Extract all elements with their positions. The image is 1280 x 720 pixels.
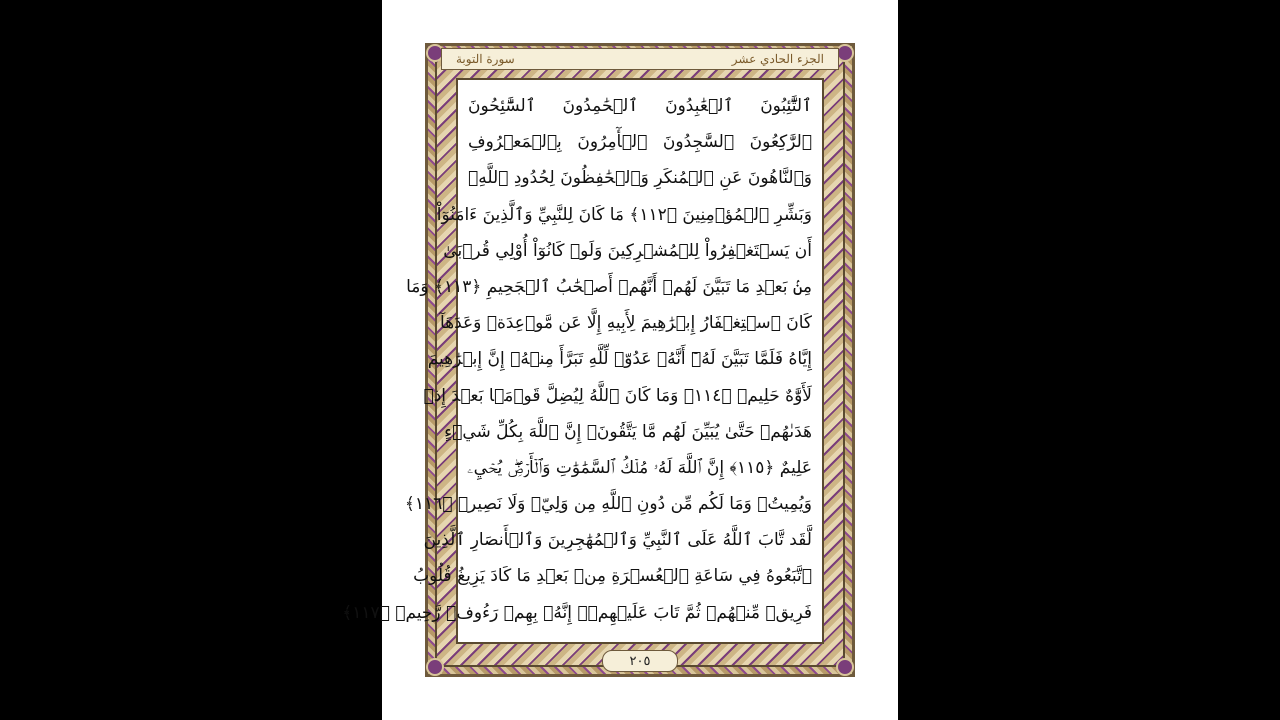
verse-line: وَٱلنَّاهُونَ عَنِ ٱلۡمُنكَرِ وَٱلۡحَٰفِظُونَ لِحُدُودِ ٱللَّهِۗ <box>468 168 812 189</box>
verse-line: وَيُمِيتُۚ وَمَا لَكُم مِّن دُونِ ٱللَّهِ مِن وَلِيّٖ وَلَا نَصِيرٖ ﴿١١٦﴾ <box>404 494 812 515</box>
verse-line: ٱتَّبَعُوهُ فِي سَاعَةِ ٱلۡعُسۡرَةِ مِنۢ بَعۡدِ مَا كَادَ يَزِيغُ قُلُوبُ <box>413 566 812 587</box>
corner-ornament-icon <box>836 658 854 676</box>
verse-line: لَأَوَّٰهٌ حَلِيمٞ ﴿١١٤﴾ وَمَا كَانَ ٱللَّهُ لِيُضِلَّ قَوۡمَۢا بَعۡدَ إِذۡ <box>423 385 812 406</box>
verse-line: أَن يَسۡتَغۡفِرُواْ لِلۡمُشۡرِكِينَ وَلَوۡ كَانُوٓاْ أُوْلِي قُرۡبَىٰ <box>443 240 812 261</box>
verse-line: هَدَىٰهُمۡ حَتَّىٰ يُبَيِّنَ لَهُم مَّا يَتَّقُونَۚ إِنَّ ٱللَّهَ بِكُلِّ شَيۡءٍ <box>444 421 812 442</box>
page-number-badge <box>602 650 678 672</box>
verse-line: فَرِيقٖ مِّنۡهُمۡ ثُمَّ تَابَ عَلَيۡهِمۡۚ إِنَّهُۥ بِهِمۡ رَءُوفٞ رَّحِيمٞ ﴿١١٧﴾ <box>342 602 812 623</box>
juz-label: الجزء الحادي عشر <box>731 52 824 66</box>
verse-text-panel <box>342 78 824 644</box>
verse-line: مِنۢ بَعۡدِ مَا تَبَيَّنَ لَهُمۡ أَنَّهُمۡ أَصۡحَٰبُ ٱلۡجَحِيمِ ﴿١١٣﴾ وَمَا <box>406 276 812 297</box>
verse-line: ٱلتَّٰٓئِبُونَ ٱلۡعَٰبِدُونَ ٱلۡحَٰمِدُونَ ٱلسَّٰٓئِحُونَ <box>468 96 812 116</box>
surah-label: سورة التوبة <box>456 52 515 66</box>
corner-ornament-icon <box>426 658 444 676</box>
verse-line: لَّقَد تَّابَ ٱللَّهُ عَلَى ٱلنَّبِيِّ وَٱلۡمُهَٰجِرِينَ وَٱلۡأَنصَارِ ٱلَّذِينَ <box>423 530 812 551</box>
page-number: ٢٠٥ <box>629 653 651 669</box>
verse-line: ٱلرَّٰكِعُونَ ٱلسَّٰجِدُونَ ٱلۡأٓمِرُونَ بِٱلۡمَعۡرُوفِ <box>468 132 812 153</box>
mushaf-page <box>342 0 898 720</box>
verse-line: وَبَشِّرِ ٱلۡمُؤۡمِنِينَ ﴿١١٢﴾ مَا كَانَ لِلنَّبِيِّ وَٱلَّذِينَ ءَامَنُوٓاْ <box>436 204 812 225</box>
ornamental-frame <box>342 43 855 677</box>
verse-line: عَلِيمٌ ﴿١١٥﴾ إِنَّ ٱللَّهَ لَهُۥ مُلۡكُ ٱلسَّمَٰوَٰتِ وَٱلۡأَرۡضِۖ يُحۡيِۦ <box>467 457 812 478</box>
page-header <box>441 48 839 70</box>
verse-line: كَانَ ٱسۡتِغۡفَارُ إِبۡرَٰهِيمَ لِأَبِيهِ إِلَّا عَن مَّوۡعِدَةٖ وَعَدَهَآ <box>439 313 812 334</box>
verse-line: إِيَّاهُ فَلَمَّا تَبَيَّنَ لَهُۥٓ أَنَّهُۥ عَدُوّٞ لِّلَّهِ تَبَرَّأَ مِنۡهُۚ إِنَّ إِبۡرَٰهِيمَ <box>427 349 812 370</box>
